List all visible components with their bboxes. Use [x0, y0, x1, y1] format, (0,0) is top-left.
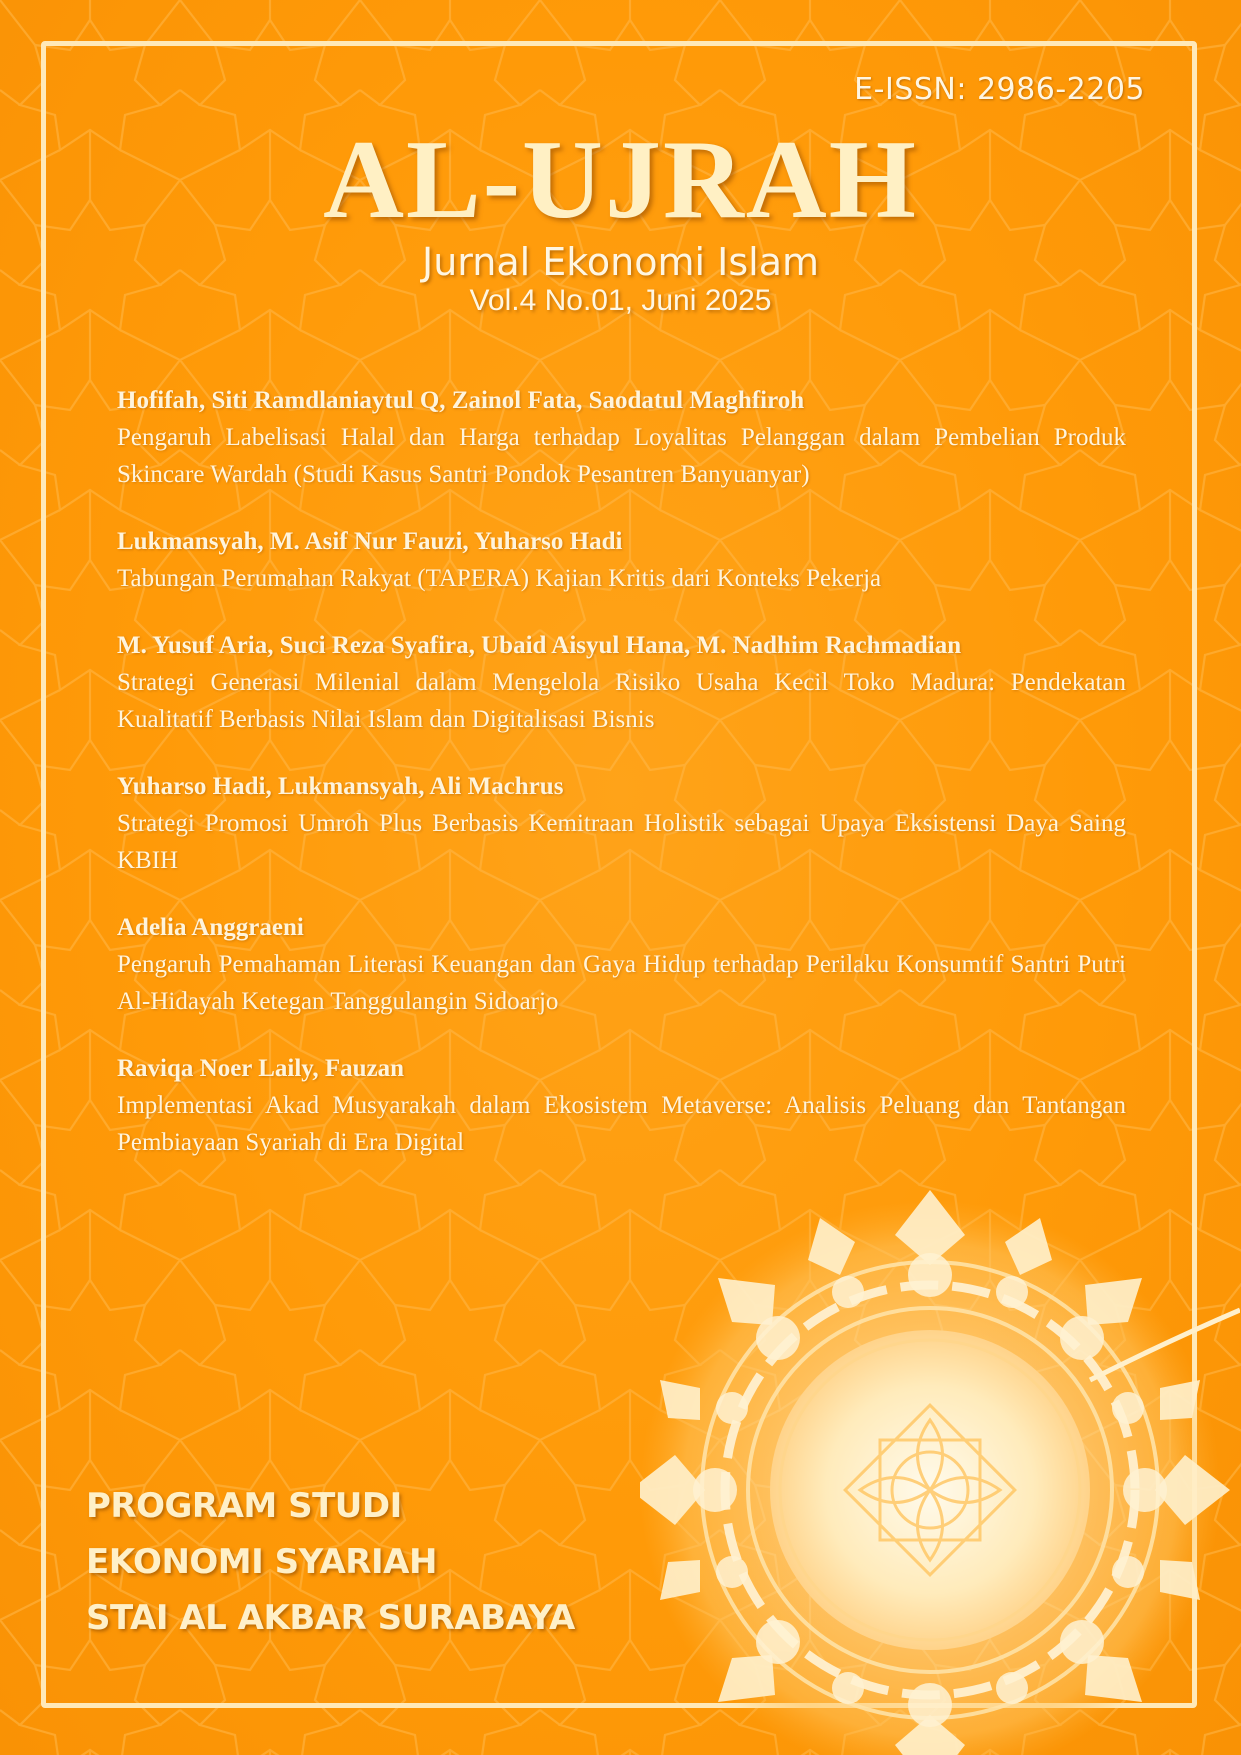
mandala-ornament-icon	[640, 1180, 1240, 1755]
article-entry	[117, 909, 1126, 1020]
article-entry	[117, 1050, 1126, 1161]
article-authors: Raviqa Noer Laily, Fauzan	[117, 1055, 405, 1082]
article-title: Pengaruh Pemahaman Literasi Keuangan dan Gaya Hidup terhadap Perilaku Konsumtif Santri Putri Al-Hidayah Ketegan Tanggulangin Sidoarjo	[117, 951, 1126, 1015]
journal-title: AL-UJRAH	[323, 118, 918, 242]
article-title: Implementasi Akad Musyarakah dalam Ekosistem Metaverse: Analisis Peluang dan Tantangan Pembiayaan Syariah di Era Digital	[117, 1092, 1126, 1156]
article-authors: M. Yusuf Aria, Suci Reza Syafira, Ubaid Aisyul Hana, M. Nadhim Rachmadian	[117, 632, 962, 659]
article-entry	[117, 627, 1126, 738]
article-authors: Lukmansyah, M. Asif Nur Fauzi, Yuharso Hadi	[117, 528, 623, 555]
journal-subtitle: Jurnal Ekonomi Islam	[421, 240, 819, 284]
program-line: EKONOMI SYARIAH	[86, 1542, 437, 1582]
article-title: Pengaruh Labelisasi Halal dan Harga terhadap Loyalitas Pelanggan dalam Pembelian Produk Skincare Wardah (Studi Kasus Santri Pondok Pesantren Banyuanyar)	[117, 424, 1126, 488]
article-authors: Adelia Anggraeni	[117, 914, 304, 941]
article-entry	[117, 768, 1126, 879]
program-line: STAI AL AKBAR SURABAYA	[86, 1598, 575, 1638]
article-entry	[117, 382, 1126, 493]
article-title: Strategi Promosi Umroh Plus Berbasis Kemitraan Holistik sebagai Upaya Eksistensi Daya Saing KBIH	[117, 810, 1126, 874]
volume-issue: Vol.4 No.01, Juni 2025	[469, 284, 772, 317]
issn-number: E-ISSN: 2986-2205	[854, 72, 1145, 107]
article-authors: Hofifah, Siti Ramdlaniaytul Q, Zainol Fata, Saodatul Maghfiroh	[117, 387, 805, 414]
program-info	[86, 1478, 575, 1646]
article-entry	[117, 523, 1126, 597]
article-title: Tabungan Perumahan Rakyat (TAPERA) Kajian Kritis dari Konteks Pekerja	[117, 565, 882, 592]
article-title: Strategi Generasi Milenial dalam Mengelola Risiko Usaha Kecil Toko Madura: Pendekatan Kualitatif Berbasis Nilai Islam dan Digitalisasi Bisnis	[117, 669, 1126, 733]
program-line: PROGRAM STUDI	[86, 1486, 402, 1526]
article-authors: Yuharso Hadi, Lukmansyah, Ali Machrus	[117, 773, 564, 800]
table-of-contents	[117, 382, 1126, 1191]
